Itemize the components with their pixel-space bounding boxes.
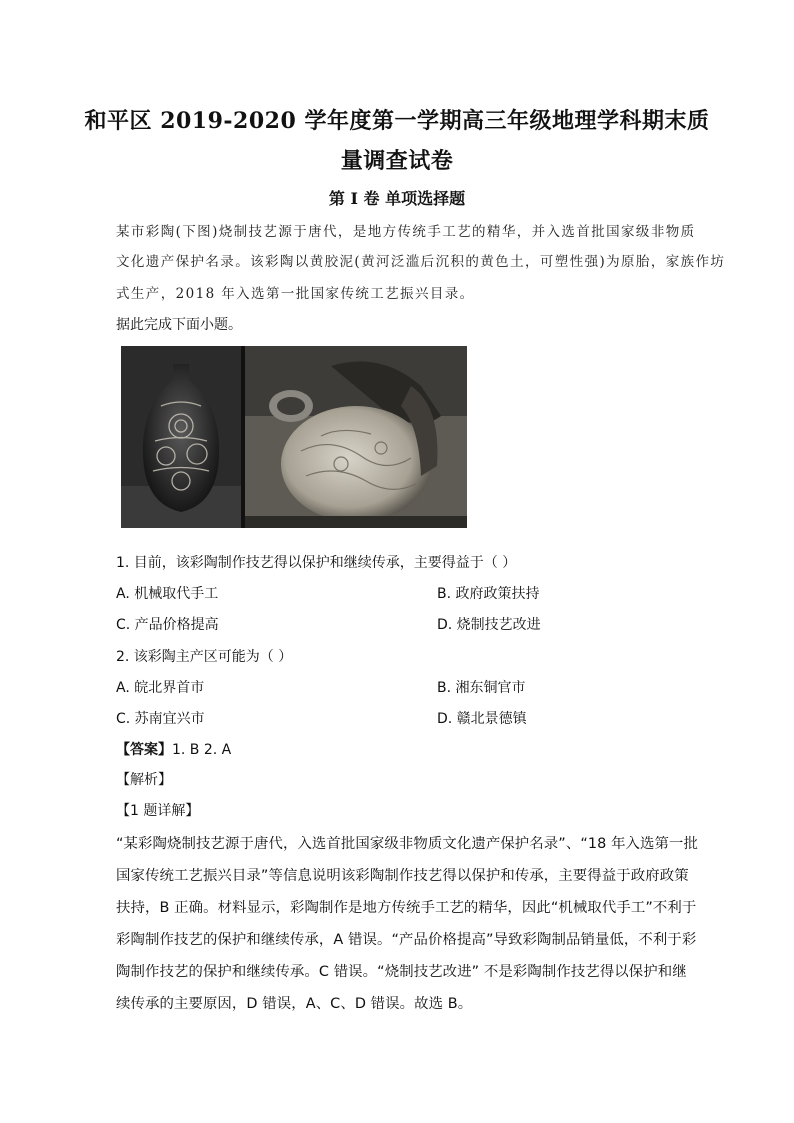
q2-option-c[interactable]: C. 苏南宜兴市 xyxy=(116,711,205,727)
question-2-stem: 2. 该彩陶主产区可能为（ ） xyxy=(116,649,293,665)
intro-line-3: 式生产，2018 年入选第一批国家传统工艺振兴目录。 xyxy=(116,286,475,302)
detail-line-5: 陶制作技艺的保护和继续传承。C 错误。“烧制技艺改进” 不是彩陶制作技艺得以保护和继 xyxy=(116,964,687,980)
q2-option-d[interactable]: D. 赣北景德镇 xyxy=(437,711,527,727)
detail-label: 【1 题详解】 xyxy=(116,803,200,819)
detail-line-2: 国家传统工艺振兴目录”等信息说明该彩陶制作技艺得以保护和传承，主要得益于政府政策 xyxy=(116,868,689,884)
section-heading: 第 I 卷 单项选择题 xyxy=(328,189,466,208)
detail-line-6: 续传承的主要原因，D 错误，A、C、D 错误。故选 B。 xyxy=(116,996,473,1012)
answer-line xyxy=(116,739,231,759)
intro-line-1: 某市彩陶(下图)烧制技艺源于唐代，是地方传统手工艺的精华，并入选首批国家级非物质 xyxy=(116,224,696,240)
q2-option-b[interactable]: B. 湘东铜官市 xyxy=(437,680,526,696)
answer-text: 1. B 2. A xyxy=(172,742,232,758)
exam-title-line1: 和平区 2019-2020 学年度第一学期高三年级地理学科期末质 xyxy=(84,108,710,134)
question-1-stem: 1. 目前，该彩陶制作技艺得以保护和继续传承，主要得益于（ ） xyxy=(116,555,517,571)
detail-line-3: 扶持，B 正确。材料显示，彩陶制作是地方传统手工艺的精华，因此“机械取代手工”不利于 xyxy=(116,900,697,916)
question-prompt: 据此完成下面小题。 xyxy=(116,317,242,333)
q1-option-a[interactable]: A. 机械取代手工 xyxy=(116,586,219,602)
q2-option-a[interactable]: A. 皖北界首市 xyxy=(116,680,205,696)
analysis-label: 【解析】 xyxy=(116,772,172,788)
intro-line-2: 文化遗产保护名录。该彩陶以黄胶泥(黄河泛滥后沉积的黄色土，可塑性强)为原胎，家族作坊 xyxy=(116,254,726,270)
detail-line-1: “某彩陶烧制技艺源于唐代，入选首批国家级非物质文化遗产保护名录”、“18 年入选第一批 xyxy=(116,836,699,852)
q1-option-c[interactable]: C. 产品价格提高 xyxy=(116,617,219,633)
exam-title-line2: 量调查试卷 xyxy=(340,148,454,174)
pottery-photo xyxy=(121,346,467,528)
q1-option-d[interactable]: D. 烧制技艺改进 xyxy=(437,617,541,633)
answer-label: 【答案】 xyxy=(116,742,172,758)
detail-line-4: 彩陶制作技艺的保护和继续传承，A 错误。“产品价格提高”导致彩陶制品销量低，不利于彩 xyxy=(116,932,697,948)
q1-option-b[interactable]: B. 政府政策扶持 xyxy=(437,586,540,602)
